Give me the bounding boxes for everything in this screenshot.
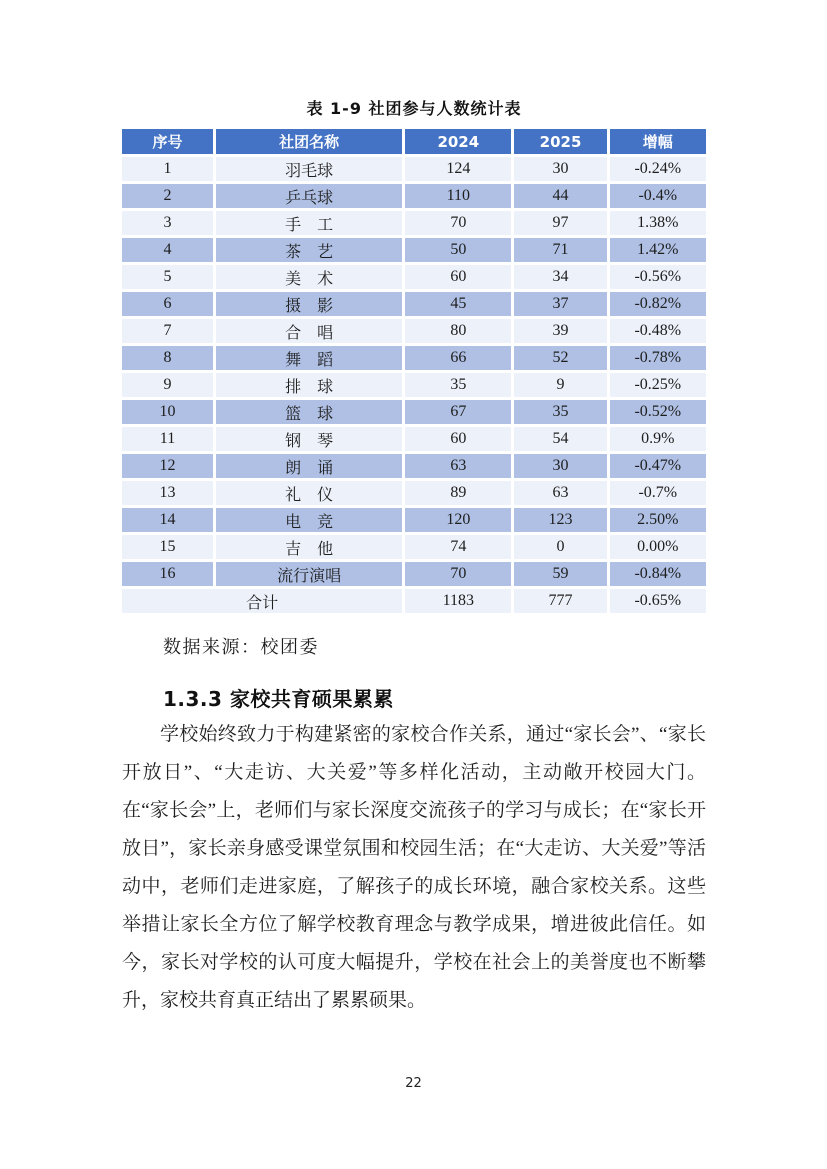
total-2024-value: 1183 bbox=[405, 589, 514, 616]
table-cell: -0.84% bbox=[610, 562, 706, 589]
table-cell: 16 bbox=[122, 562, 216, 589]
table-cell: 11 bbox=[122, 427, 216, 454]
table-row bbox=[122, 292, 706, 319]
table-cell: 37 bbox=[514, 292, 609, 319]
table-cell: 120 bbox=[405, 508, 514, 535]
table-cell: 66 bbox=[405, 346, 514, 373]
table-cell: 67 bbox=[405, 400, 514, 427]
table-cell: 80 bbox=[405, 319, 514, 346]
table-cell: 63 bbox=[405, 454, 514, 481]
table-cell: 52 bbox=[514, 346, 609, 373]
table-title: 表 1-9 社团参与人数统计表 bbox=[306, 99, 522, 118]
table-cell: 茶 艺 bbox=[216, 238, 405, 265]
table-cell: 6 bbox=[122, 292, 216, 319]
table-cell: 123 bbox=[514, 508, 609, 535]
table-cell: 吉 他 bbox=[216, 535, 405, 562]
table-cell: 舞 蹈 bbox=[216, 346, 405, 373]
table-cell: 美 术 bbox=[216, 265, 405, 292]
table-cell: 羽毛球 bbox=[216, 157, 405, 184]
table-cell: 电 竞 bbox=[216, 508, 405, 535]
table-cell: 手 工 bbox=[216, 211, 405, 238]
table-row bbox=[122, 400, 706, 427]
table-cell: 35 bbox=[514, 400, 609, 427]
table-cell: -0.82% bbox=[610, 292, 706, 319]
table-cell: 7 bbox=[122, 319, 216, 346]
table-cell: 13 bbox=[122, 481, 216, 508]
table-cell: 74 bbox=[405, 535, 514, 562]
table-cell: 10 bbox=[122, 400, 216, 427]
club-participation-table bbox=[122, 129, 706, 616]
table-cell: 乒乓球 bbox=[216, 184, 405, 211]
column-header-2025: 2025 bbox=[514, 129, 609, 157]
column-header-name: 社团名称 bbox=[216, 129, 405, 157]
table-cell: -0.7% bbox=[610, 481, 706, 508]
table-cell: 30 bbox=[514, 454, 609, 481]
page-number: 22 bbox=[405, 1076, 422, 1091]
table-row bbox=[122, 535, 706, 562]
table-footer bbox=[122, 589, 706, 616]
table-row bbox=[122, 562, 706, 589]
table-cell: 34 bbox=[514, 265, 609, 292]
table-cell: 97 bbox=[514, 211, 609, 238]
table-cell: 110 bbox=[405, 184, 514, 211]
table-cell: 60 bbox=[405, 427, 514, 454]
table-cell: 4 bbox=[122, 238, 216, 265]
table-row bbox=[122, 346, 706, 373]
table-cell: 89 bbox=[405, 481, 514, 508]
table-cell: -0.48% bbox=[610, 319, 706, 346]
body-paragraph: 学校始终致力于构建紧密的家校合作关系，通过“家长会”、“家长开放日”、“大走访、大关爱”等多样化活动，主动敞开校园大门。在“家长会”上，老师们与家长深度交流孩子的学习与成长；在“家长开放日”，家长亲身感受课堂氛围和校园生活；在“大走访、大关爱”等活动中，老师们走进家庭，了解孩子的成长环境，融合家校关系。这些举措让家长全方位了解学校教育理念与教学成果，增进彼此信任。如今，家长对学校的认可度大幅提升，学校在社会上的美誉度也不断攀升，家校共育真正结出了累累硕果。 bbox=[122, 724, 706, 1011]
table-cell: 54 bbox=[514, 427, 609, 454]
table-cell: 9 bbox=[122, 373, 216, 400]
table-cell: -0.78% bbox=[610, 346, 706, 373]
table-cell: 0 bbox=[514, 535, 609, 562]
table-cell: 排 球 bbox=[216, 373, 405, 400]
table-row bbox=[122, 454, 706, 481]
table-cell: 70 bbox=[405, 211, 514, 238]
table-cell: 30 bbox=[514, 157, 609, 184]
table-body bbox=[122, 157, 706, 589]
table-cell: -0.52% bbox=[610, 400, 706, 427]
table-row bbox=[122, 508, 706, 535]
table-cell: 1.38% bbox=[610, 211, 706, 238]
table-cell: 钢 琴 bbox=[216, 427, 405, 454]
data-source-note: 数据来源：校团委 bbox=[163, 637, 319, 657]
table-header-row bbox=[122, 129, 706, 157]
total-growth-value: -0.65% bbox=[610, 589, 706, 616]
total-row bbox=[122, 589, 706, 616]
table-cell: 45 bbox=[405, 292, 514, 319]
table-cell: 70 bbox=[405, 562, 514, 589]
table-cell: 1.42% bbox=[610, 238, 706, 265]
table-cell: -0.4% bbox=[610, 184, 706, 211]
table-row bbox=[122, 319, 706, 346]
table-row bbox=[122, 427, 706, 454]
table-cell: 44 bbox=[514, 184, 609, 211]
table-cell: 2.50% bbox=[610, 508, 706, 535]
table-cell: 篮 球 bbox=[216, 400, 405, 427]
table-cell: 8 bbox=[122, 346, 216, 373]
table-cell: 礼 仪 bbox=[216, 481, 405, 508]
table-cell: 15 bbox=[122, 535, 216, 562]
table-row bbox=[122, 157, 706, 184]
total-label: 合计 bbox=[122, 589, 405, 616]
table-cell: -0.25% bbox=[610, 373, 706, 400]
table-cell: 14 bbox=[122, 508, 216, 535]
section-heading: 1.3.3 家校共育硕果累累 bbox=[163, 687, 394, 711]
table-row bbox=[122, 238, 706, 265]
table-row bbox=[122, 184, 706, 211]
table-row bbox=[122, 265, 706, 292]
table-cell: -0.56% bbox=[610, 265, 706, 292]
table-cell: 124 bbox=[405, 157, 514, 184]
table-cell: 朗 诵 bbox=[216, 454, 405, 481]
table-cell: 71 bbox=[514, 238, 609, 265]
column-header-index: 序号 bbox=[122, 129, 216, 157]
table-row bbox=[122, 481, 706, 508]
table-cell: 35 bbox=[405, 373, 514, 400]
table-cell: 合 唱 bbox=[216, 319, 405, 346]
table-cell: 0.9% bbox=[610, 427, 706, 454]
table-cell: 流行演唱 bbox=[216, 562, 405, 589]
table-cell: 63 bbox=[514, 481, 609, 508]
total-2025-value: 777 bbox=[514, 589, 609, 616]
table-cell: 3 bbox=[122, 211, 216, 238]
table-cell: 39 bbox=[514, 319, 609, 346]
table-cell: 1 bbox=[122, 157, 216, 184]
column-header-growth: 增幅 bbox=[610, 129, 706, 157]
table-cell: 9 bbox=[514, 373, 609, 400]
table-cell: 摄 影 bbox=[216, 292, 405, 319]
table-cell: 5 bbox=[122, 265, 216, 292]
table-cell: -0.47% bbox=[610, 454, 706, 481]
table-header bbox=[122, 129, 706, 157]
table-row bbox=[122, 211, 706, 238]
table-cell: 0.00% bbox=[610, 535, 706, 562]
table-row bbox=[122, 373, 706, 400]
table-cell: 59 bbox=[514, 562, 609, 589]
column-header-2024: 2024 bbox=[405, 129, 514, 157]
table-cell: 50 bbox=[405, 238, 514, 265]
table-cell: 12 bbox=[122, 454, 216, 481]
table-cell: 2 bbox=[122, 184, 216, 211]
table-cell: -0.24% bbox=[610, 157, 706, 184]
table-cell: 60 bbox=[405, 265, 514, 292]
